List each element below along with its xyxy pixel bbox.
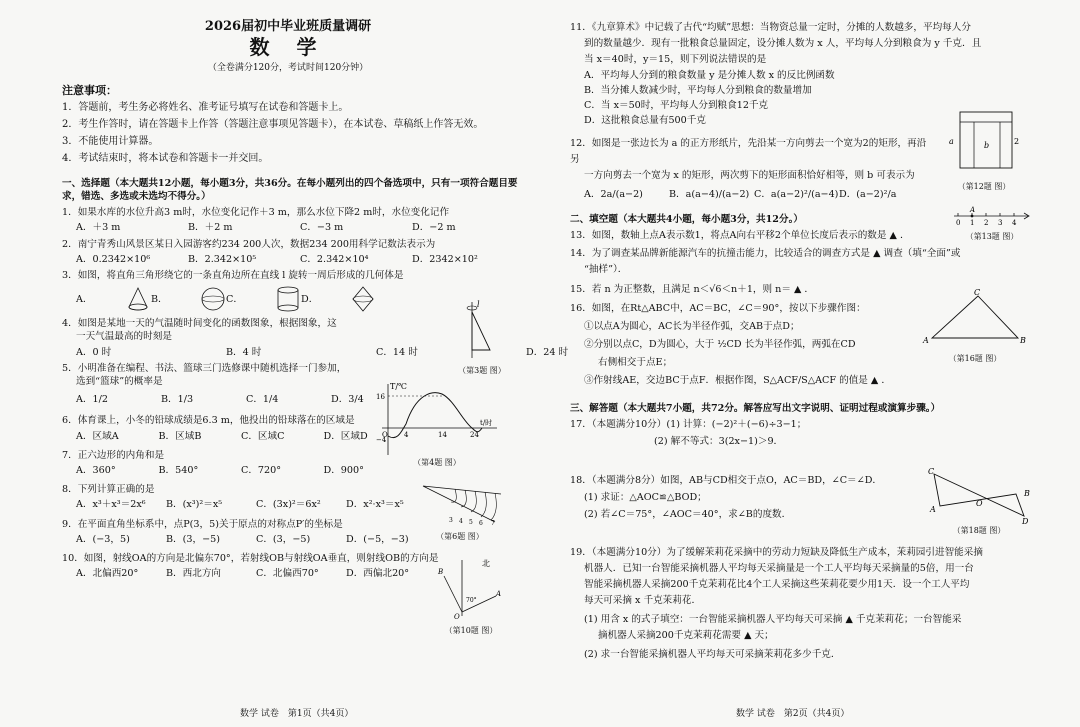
svg-text:O: O (454, 613, 460, 620)
svg-text:0: 0 (956, 219, 961, 226)
svg-text:2: 2 (984, 219, 989, 226)
question-19: 19．（本题满分10分）为了缓解茉莉花采摘中的劳动力短缺及降低生产成本，茉莉园引进智能采摘 机器人．已知一台智能采摘机器人平均每天采摘量是一个工人平均每天采摘量的5倍，用一台 智能采摘机器人采摘200千克茉莉花比4个工人采摘这些茉莉花要少用1天．设一个工人平均 每天可采摘 x 千克茉莉花． (1) 用含 x 的式子填空：一台智能采摘机器人平均每天可采摘 ▲ 千克茉莉花；一台智能采 摘机器人采摘200千克茉莉花需要 ▲ 天； (2) 求一台智能采摘机器人平均每天可采摘茉莉花多少千克． (570, 547, 983, 661)
question-6-options (62, 430, 406, 443)
svg-text:4: 4 (1012, 219, 1017, 226)
square-paper-figure (944, 108, 1024, 176)
section-3-heading: 三、解答题（本大题共7小题，共72分。解答应写出文字说明、证明过程或演算步骤。） (570, 402, 941, 414)
figure-10 (436, 556, 506, 637)
option-c: C．1/4 (246, 394, 279, 406)
question-7-options (62, 464, 406, 477)
question-16: 16．如图，在Rt△ABC中，AC＝BC，∠C＝90°，按以下步骤作图： ①以点A为圆心，AC长为半径作弧，交AB于点D； ②分别以点C，D为圆心，大于 ½CD 长为半径作弧，两弧在CD 右侧相交于点E； ③作射线AE，交边BC于点F．根据作图，S△ACF/S△ACF 的值是 ▲ ． (570, 302, 891, 386)
svg-text:16: 16 (376, 393, 385, 401)
page-2 (540, 0, 1080, 727)
option-d: D．3/4 (331, 394, 364, 406)
option-a: A．平均每人分到的粮食数量 y 是分摊人数 x 的反比例函数 (584, 70, 835, 81)
option-c: C．北偏西70° (256, 568, 319, 580)
option-b: B．(x³)²＝x⁵ (166, 499, 223, 511)
figure-caption: （第18题 图） (952, 526, 1006, 536)
sphere-icon (200, 286, 226, 312)
option-d: D．区域D (323, 430, 368, 442)
option-c: C．当 x＝50时，平均每人分到粮食12千克 (584, 100, 769, 111)
question-9: 9．在平面直角坐标系中，点P(3，5)关于原点的对称点P′的坐标是 (62, 518, 343, 530)
option-c: C．(3x)²＝6x² (256, 499, 321, 511)
notice-item: 2．考生作答时，请在答题卡上作答（答题注意事项见答题卡），在本试卷、草稿纸上作答无效。 (62, 118, 484, 130)
shot-put-sector-figure (415, 480, 505, 526)
svg-text:4: 4 (404, 431, 409, 439)
option-a: A．0.2342×10⁶ (76, 253, 151, 265)
option-b: B． (151, 286, 226, 312)
option-c: C．−3 m (300, 222, 344, 234)
svg-text:A: A (496, 590, 502, 598)
option-d: D．2342×10² (412, 253, 478, 265)
option-c: C．a(a−2)²/(a−4) (754, 189, 839, 200)
option-a: A．x³＋x³＝2x⁶ (76, 499, 146, 511)
svg-text:T/℃: T/℃ (390, 382, 407, 391)
option-c: C．14 时 (376, 346, 418, 358)
option-b: B．(3，−5) (166, 533, 220, 545)
figure-16 (920, 288, 1030, 365)
svg-text:3: 3 (449, 517, 453, 524)
svg-text:24: 24 (470, 431, 479, 439)
option-d: D． (301, 285, 376, 313)
option-d: D．这批粮食总量有500千克 (584, 115, 706, 126)
svg-text:A: A (970, 206, 976, 214)
option-a: A．北偏西20° (76, 568, 139, 580)
question-3-options (62, 284, 376, 314)
svg-text:A: A (923, 336, 929, 345)
question-6: 6．体育课上，小冬的铅球成绩是6.3 m，他投出的铅球落在的区域是 (62, 415, 355, 427)
figure-4 (372, 380, 502, 469)
cylinder-icon (275, 285, 301, 313)
option-b: B．540° (158, 465, 199, 477)
svg-text:O: O (382, 431, 388, 439)
figure-caption: （第12题 图） (957, 182, 1011, 192)
option-a: A．(−3，5) (76, 533, 130, 545)
svg-text:4: 4 (459, 518, 463, 525)
question-5-options (62, 393, 416, 406)
option-a: A．2a/(a−2) (584, 189, 643, 200)
svg-text:O: O (976, 499, 983, 508)
question-14: 14．为了调查某品牌新能源汽车的抗撞击能力，比较适合的调查方式是 ▲ 调查（填“全面”或 “抽样”）． (570, 247, 961, 275)
svg-text:70°: 70° (466, 597, 477, 604)
svg-text:A: A (930, 505, 936, 514)
notice-item: 4．考试结束时，将本试卷和答题卡一并交回。 (62, 152, 269, 164)
figure-caption: （第13题 图） (965, 232, 1019, 242)
figure-caption: （第3题 图） (458, 366, 506, 376)
svg-text:5: 5 (469, 519, 473, 526)
question-12-options (570, 188, 924, 201)
question-13: 13．如图，数轴上点A表示数1，将点A向右平移2个单位长度后表示的数是 ▲ ． (570, 230, 910, 242)
option-a: A． (76, 286, 151, 312)
svg-text:7: 7 (491, 520, 495, 526)
figure-3 (452, 300, 512, 377)
figure-12 (944, 108, 1024, 193)
option-d: D．−2 m (412, 222, 456, 234)
question-15: 15．若 n 为正整数，且满足 n＜√6＜n＋1，则 n＝ ▲ ． (570, 283, 815, 295)
number-line-figure (952, 206, 1032, 226)
option-a: A．＋3 m (76, 222, 121, 234)
svg-text:北: 北 (482, 559, 490, 568)
intersecting-lines-figure (924, 468, 1034, 524)
svg-text:D: D (1022, 517, 1029, 524)
option-b: B．4 时 (226, 346, 262, 358)
notice-item: 1．答题前，考生务必将姓名、准考证号填写在试卷和答题卡上。 (62, 101, 349, 113)
svg-text:B: B (438, 568, 444, 576)
question-4-options (62, 346, 569, 359)
option-b: B．区域B (158, 430, 202, 442)
option-a: A．1/2 (76, 394, 108, 406)
option-d: D．x²·x³＝x⁵ (346, 499, 404, 511)
question-8: 8．下列计算正确的是 (62, 484, 155, 496)
temperature-graph (372, 380, 502, 460)
question-17: 17．（本题满分10分）(1) 计算：(−2)²＋(−6)÷3−1； (2) 解不等式：3(2x−1)＞9． (570, 419, 807, 448)
question-2: 2．南宁青秀山风景区某日入园游客约234 200人次，数据234 200用科学记数法表示为 (62, 238, 436, 250)
direction-figure (436, 556, 506, 620)
option-b: B．当分摊人数减少时，平均每人分到粮食的数量增加 (584, 85, 812, 96)
question-1: 1．如果水库的水位升高3 m时，水位变化记作＋3 m，那么水位下降2 m时，水位变化记作 (62, 207, 450, 219)
figure-caption: （第16题 图） (948, 354, 1002, 364)
option-c: C．(3，−5) (256, 533, 311, 545)
svg-text:3: 3 (998, 219, 1003, 226)
option-d: D．900° (323, 465, 364, 477)
double-cone-icon (350, 285, 376, 313)
rotation-triangle-figure (452, 300, 512, 360)
option-b: B．＋2 m (188, 222, 233, 234)
question-11: 11．《九章算术》中记载了古代“均赋”思想：当物资总量一定时，分摊的人数越多，平均每人分 到的数量越少．现有一批粮食总量固定，设分摊人数为 x 人，平均每人分到粮食为 y 千克．且 当 x＝40时，y＝15，则下列说法错误的是 (570, 22, 982, 65)
svg-text:−4: −4 (376, 436, 387, 444)
cone-icon (125, 286, 151, 312)
option-b: B．a(a−4)/(a−2) (669, 189, 750, 200)
option-c: C．区域C (241, 430, 285, 442)
question-5: 5．小明准备在编程、书法、篮球三门选修课中随机选择一门参加， 选到“篮球”的概率是 (62, 362, 347, 388)
question-1-options (62, 221, 524, 234)
option-d: D．西偏北20° (346, 568, 410, 580)
figure-caption: （第6题 图） (436, 532, 484, 542)
svg-text:l: l (477, 300, 480, 309)
question-7: 7．正六边形的内角和是 (62, 449, 165, 461)
svg-text:a: a (949, 137, 954, 146)
option-a: A．360° (76, 465, 116, 477)
option-a: A．区域A (76, 430, 119, 442)
option-c: C．720° (241, 465, 282, 477)
option-b: B．西北方向 (166, 568, 222, 580)
notice-heading: 注意事项： (62, 83, 117, 97)
figure-6 (415, 480, 505, 543)
notice-item: 3．不能使用计算器。 (62, 135, 159, 147)
svg-text:b: b (984, 141, 990, 150)
option-c: C． (226, 285, 301, 313)
figure-13 (952, 206, 1032, 243)
question-12: 12．如图是一张边长为 a 的正方形纸片，先沿某一方向剪去一个宽为2的矩形，再沿另 一方向剪去一个宽为 x 的矩形，两次剪下的矩形面积恰好相等，则 b 可表示为 (570, 138, 927, 181)
question-11-options (570, 68, 924, 128)
page-footer: 数学 试卷 第1页（共4页） (240, 708, 354, 719)
figure-caption: （第4题 图） (413, 458, 461, 468)
svg-text:2: 2 (1014, 137, 1020, 146)
svg-text:t/时: t/时 (480, 419, 493, 427)
figure-caption: （第10题 图） (444, 626, 498, 636)
option-d: D．(a−2)²/a (839, 189, 897, 200)
exam-note: （全卷满分120分，考试时间120分钟） (207, 63, 369, 74)
section-1-heading: 一、选择题（本大题共12小题，每小题3分，共36分。在每小题列出的四个备选项中，只有一项符合题目要求，错选、多选或未选均不得分。） (62, 177, 518, 203)
svg-text:6: 6 (479, 520, 483, 526)
svg-text:B: B (1024, 489, 1030, 498)
question-2-options (62, 253, 524, 266)
question-10-options (62, 567, 436, 580)
right-triangle-figure (920, 288, 1030, 348)
option-b: B．2.342×10⁵ (188, 253, 257, 265)
svg-text:14: 14 (438, 431, 447, 439)
svg-text:B: B (1020, 336, 1026, 345)
page-footer: 数学 试卷 第2页（共4页） (736, 708, 850, 719)
question-4: 4．如图是某地一天的气温随时间变化的函数图象，根据图象，这 一天气温最高的时刻是 (62, 318, 337, 343)
svg-text:C: C (928, 468, 935, 476)
subject-title: 数 学 (249, 35, 327, 60)
option-b: B．1/3 (161, 394, 194, 406)
question-18: 18．（本题满分8分）如图，AB与CD相交于点O，AC＝BD，∠C＝∠D． (1) 求证：△AOC≌△BOD； (2) 若∠C＝75°，∠AOC＝40°，求∠B的度数． (570, 475, 882, 521)
option-a: A．0 时 (76, 346, 112, 358)
option-d: D．(−5，−3) (346, 533, 409, 545)
section-2-heading: 二、填空题（本大题共4小题，每小题3分，共12分。） (570, 214, 803, 226)
question-9-options (62, 533, 436, 546)
exam-title: 2026届初中毕业班质量调研 (204, 19, 372, 34)
question-10: 10．如图，射线OA的方向是北偏东70°，若射线OB与射线OA垂直，则射线OB的方向是 (62, 553, 439, 565)
figure-18 (924, 468, 1034, 537)
svg-text:C: C (974, 288, 981, 297)
option-c: C．2.342×10⁴ (300, 253, 369, 265)
svg-text:1: 1 (970, 219, 975, 226)
option-d: D．24 时 (526, 346, 569, 358)
question-3: 3．如图，将直角三角形绕它的一条直角边所在直线 l 旋转一周后形成的几何体是 (62, 270, 404, 282)
question-8-options (62, 498, 436, 511)
